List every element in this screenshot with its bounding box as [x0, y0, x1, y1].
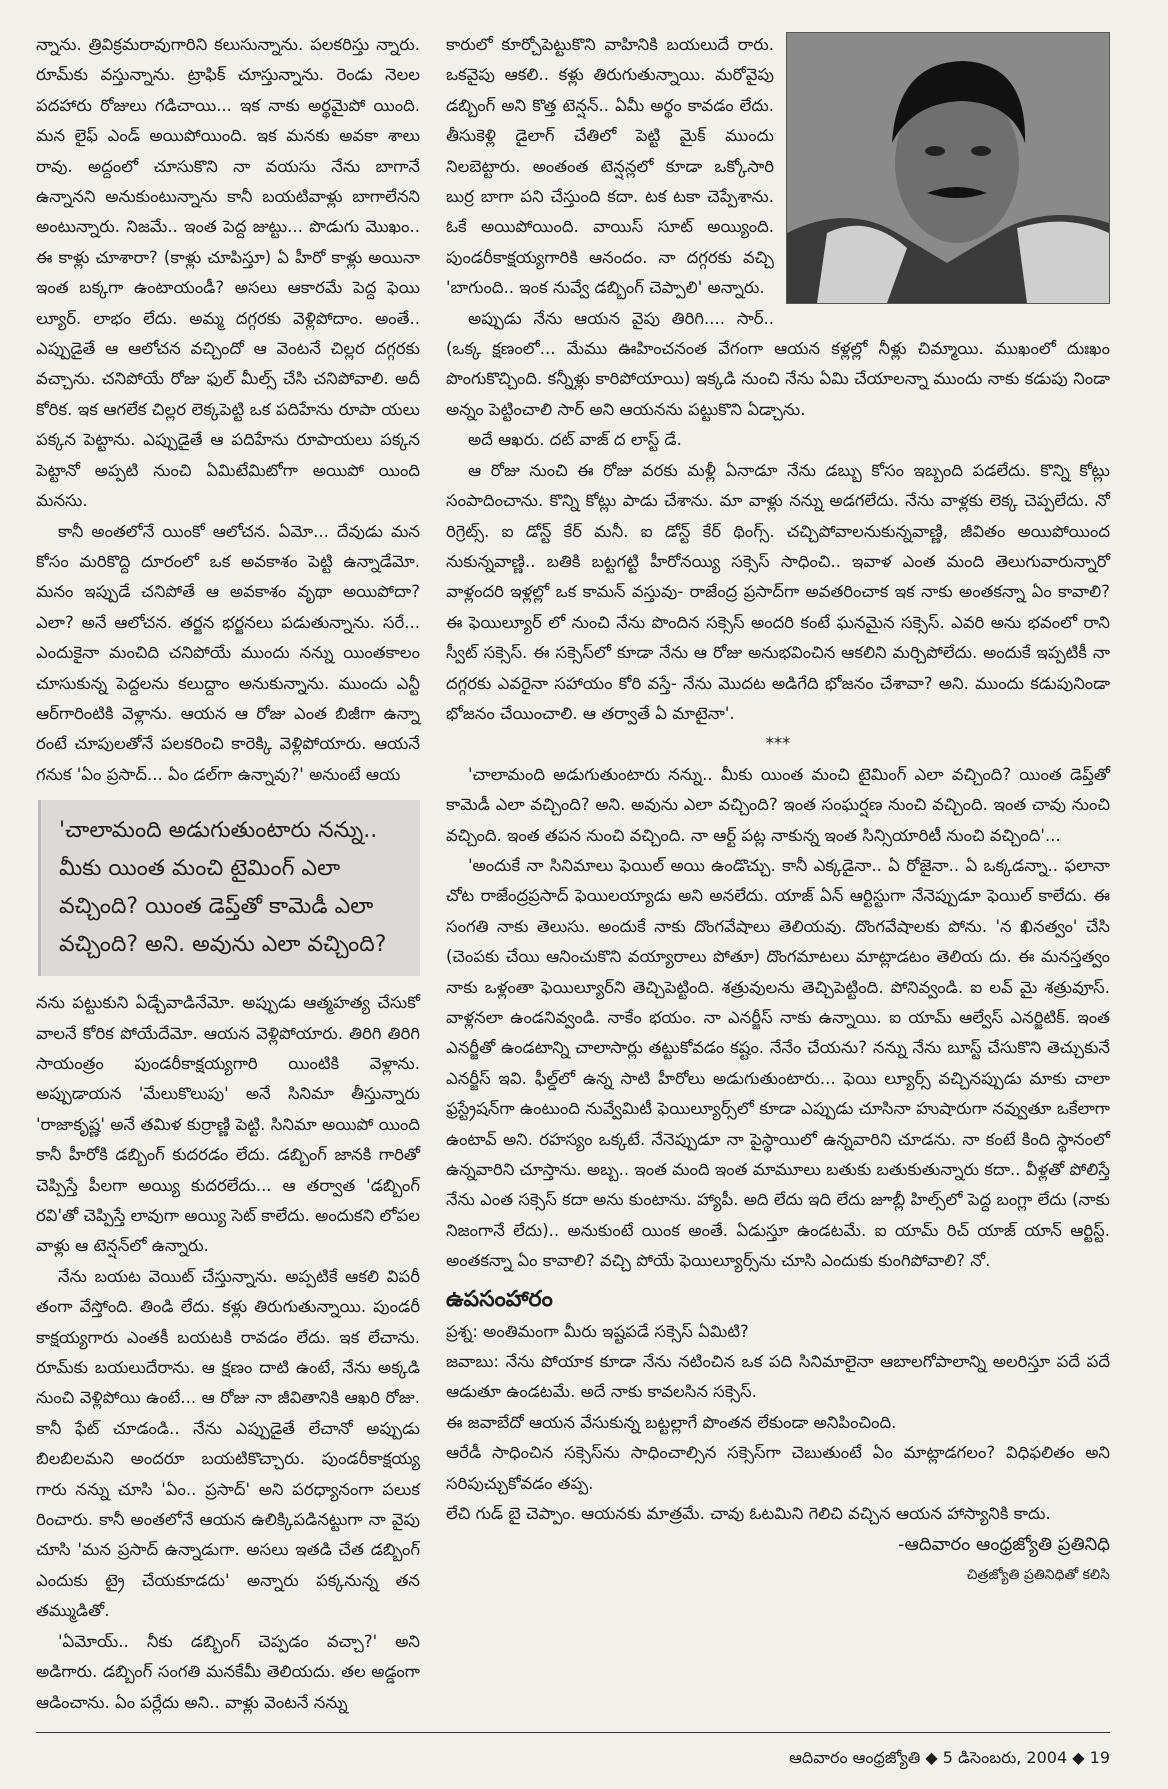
paragraph: అదే ఆఖరు. దట్ వాజ్ ద లాస్ట్ డే.: [468, 430, 682, 450]
paragraph: ఆ రోజు నుంచి ఈ రోజు వరకు మళ్లీ ఏనాడూ నేను డబ్బు కోసం ఇబ్బంది పడలేదు. కొన్ని కోట్లు సంపాదించాను. కొన్ని కోట్లు పాడు చేశాను. మా వాళ్లు నన్ను అడగలేదు. నేను వాళ్లకు లెక్క చెప్పలేదు. నో రిగ్రెట్స్. ఐ డోన్ట్ కేర్ మనీ. ఐ డోన్ట్ కేర్ థింగ్స్. చచ్చిపోవాలనుకున్నవాణ్ణి, జీవితం అయిపోయింద నుకున్నవాణ్ణి.. బతికి బట్టగట్టి హీరోనయ్యి సక్సెస్ సాధించి.. ఇవాళ ఎంత మంది తెలుగువారున్నారో వాళ్లందరి ఇళ్లల్లో ఒక కామన్ వస్తువు- రాజేంద్ర ప్రసాద్‌గా అవతరించాక ఇక నాకు అంతకన్నా ఏం కావాలి? ఈ ఫెయిల్యూర్ లో నుంచి నేను పొందిన సక్సెస్ అందరి కంటే ఘనమైన సక్సెస్. ఎవరి అను భవంలో రాని స్వీట్ సక్సెస్. ఈ సక్సెస్‌లో కూడా నేను ఆ రోజు అనుభవించిన ఆకలిని మర్చిపోలేదు. అందుకే ఇప్పటికీ నా దగ్గరకు ఎవరైనా సహాయం కోరి వస్తే- నేను మొదట అడిగేది భోజనం చేశావా? అని. ముందు కడుపునిండా భోజనం చేయించాలి. ఆ తర్వాతే ఏ మాటైనా'.: [446, 460, 1110, 723]
section-heading: ఉపసంహారం: [446, 1286, 553, 1312]
byline: -ఆదివారం ఆంధ్రజ్యోతి ప్రతినిధి: [898, 1533, 1110, 1555]
issue-date: 5 డిసెంబరు, 2004: [942, 1747, 1068, 1767]
separator-diamond: ◆: [1072, 1747, 1085, 1767]
pull-quote: 'చాలామంది అడుగుతుంటారు నన్ను.. మీకు యింత మంచి టైమింగ్ ఎలా వచ్చింది? యింత డెప్త్‌తో కామెడీ ఎలా వచ్చింది? అని. అవును ఎలా వచ్చింది?: [38, 800, 420, 976]
paragraph: ఈ జవాబేదో ఆయన వేసుకున్న బట్టల్లాగే పొంతన లేకుండా అనిపించింది.: [446, 1412, 897, 1432]
page-footer: [36, 1747, 1110, 1769]
paragraph: అప్పుడు నేను ఆయన వైపు తిరిగి.... సార్.. (ఒక్క క్షణంలో... మేము ఊహించనంత వేగంగా ఆయన కళ్లల్లో నీళ్లు చిమ్మాయి. ముఖంలో దుఃఖం పొంగుకొచ్చింది. కన్నీళ్లు కారిపోయాయి) ఇక్కడి నుంచి నేను ఏమి చేయాలన్నా ముందు నాకు కడుపు నిండా అన్నం పెట్టించాలి సార్ అని ఆయనను పట్టుకొని ఏడ్చాను.: [446, 308, 1110, 419]
question: ప్రశ్న: అంతిమంగా మీరు ఇష్టపడే సక్సెస్ ఏమిటి?: [446, 1321, 749, 1341]
paragraph: నేను బయట వెయిట్ చేస్తున్నాను. అప్పటికే ఆకలి విపరీ తంగా వేస్తోంది. తిండి లేదు. కళ్లు తిరుగుతున్నాయి. పుండరీ కాక్షయ్యగారు ఎంతకీ బయటకి రావడం లేదు. ఇక లేచాను. రూమ్‌కు బయలుదేరాను. ఆ క్షణం దాటి ఉంటే, నేను అక్కడి నుంచి వెళ్లిపోయి ఉంటే... ఆ రోజు నా జీవితానికి ఆఖరి రోజు. కానీ ఫేట్ చూడండి.. నేను ఎప్పుడైతే లేచానో అప్పుడు బిలబిలమని అందరూ బయటికొచ్చారు. పుండరీకాక్షయ్య గారు నన్ను చూసి 'ఏం.. ప్రసాద్' అని పరధ్యానంగా పలుక రించారు. కానీ అంతలోనే ఆయన ఉలిక్కిపడినట్టుగా నా వైపు చూసి 'మన ప్రసాద్ ఉన్నాడుగా. అసలు ఇతడి చేత డబ్బింగ్ ఎందుకు ట్రై చేయకూడదు' అన్నారు పక్కనున్న తన తమ్ముడితో.: [36, 1266, 420, 1621]
paragraph: ఆరేడీ సాధించిన సక్సెస్‌ను సాధించాల్సిన సక్సెస్‌గా చెబుతుంటే ఏం మాట్లాడగలం? విధిఫలితం అని సరిపుచ్చుకోవడం తప్ప.: [446, 1443, 1110, 1493]
paragraph: లేచి గుడ్ బై చెప్పాం. ఆయనకు మాత్రమే. చావు ఓటమిని గెలిచి వచ్చిన ఆయన హాస్యానికి కాదు.: [446, 1504, 1051, 1524]
portrait-image: [787, 33, 1109, 303]
footer-divider: [36, 1732, 1110, 1733]
answer: జవాబు: నేను పోయాక కూడా నేను నటించిన ఒక పది సినిమాలైనా ఆబాలగోపాలాన్ని అలరిస్తూ పదే పదే ఆడుతూ ఉండటమే. అదే నాకు కావలసిన సక్సెస్.: [446, 1352, 1110, 1402]
section-separator: ***: [765, 734, 791, 754]
paragraph: 'అందుకే నా సినిమాలు ఫెయిల్ అయి ఉండొచ్చు. కానీ ఎక్కడైనా.. ఏ రోజైనా.. ఏ ఒక్కడన్నా.. ఫలానా చోట రాజేంద్రప్రసాద్ ఫెయిలయ్యాడు అని అనలేదు. యాజ్ ఏన్ ఆర్టిస్టుగా నేనెప్పుడూ ఫెయిల్ కాలేదు. ఈ సంగతి నాకు తెలుసు. అందుకే నాకు దొంగవేషాలు తెలియవు. దొంగవేషాలకు పోను. 'న ఖినత్వం' చేసి (చెంపకు చేయి ఆనించుకొని వయ్యారాలు పోతూ) దొంగమాటలు మాట్లాడటం తెలియ దు. ఈ మనస్తత్వం నాకు ఒళ్లంతా ఫెయిల్యూర్‌ని తెచ్చిపెట్టింది. శత్రువులను తెచ్చిపెట్టింది. పోనివ్వండి. ఐ లవ్ మై శత్రువూస్. వాళ్లనలా ఉండనివ్వండి. నాకేం భయం. నా ఎనర్జీస్ నాకు ఉన్నాయి. ఐ యామ్ ఆల్వేస్ ఎనర్జిటిక్. ఇంత ఎనర్జీతో ఉండటాన్ని చాలాసార్లు తట్టుకోవడం కష్టం. నేనేం చేయను? నన్ను నేను బూస్ట్ చేసుకొని తెచ్చుకునే ఎనర్జీస్ ఇవి. ఫీల్డ్‌లో ఉన్న సాటి హీరోలు అడుగుతుంటారు... ఫెయి ల్యూర్స్ వచ్చినప్పుడు మాకు చాలా ఫ్రస్ట్రేషన్‌గా ఉంటుంది నువ్వేమిటీ ఫెయిల్యూర్స్‌లో కూడా ఎప్పుడు చూసినా హుషారుగా నవ్వుతూ ఒకేలాగా ఉంటావ్ అని. రహస్యం ఒక్కటే. నేనెప్పుడూ నా పైస్థాయిలో ఉన్నవారిని చూడను. నా కంటే కింది స్థానంలో ఉన్నవారిని చూస్తాను. అబ్బ.. ఇంత మంది ఇంత మామూలు బతుకు బతుకుతున్నారు కదా.. వీళ్లతో పోలిస్తే నేను ఎంత సక్సెస్ కదా అను కుంటాను. హ్యాపీ. అది లేదు ఇది లేదు జూబ్లీ హిల్స్‌లో పెద్ద బంగ్లా లేదు (నాకు నిజంగానే లేదు).. అనుకుంటే యింక అంతే. ఏడుస్తూ ఉండటమే. ఐ యామ్ రిచ్ యాజ్ యాన్ ఆర్టిస్ట్. అంతకన్నా ఏం కావాలి? వచ్చి పోయే ఫెయిల్యూర్స్‌ను చూసి ఎందుకు కుంగిపోవాలి? నో.: [446, 855, 1110, 1271]
paragraph: న్నాను. త్రివిక్రమరావుగారిని కలుసున్నాను. పలకరిస్తు న్నారు. రూమ్‌కు వస్తున్నాను. ట్రాఫిక్ చూస్తున్నాను. రెండు నెలల పదహారు రోజులు గడిచాయి... ఇక నాకు అర్థమైపో యింది. మన లైఫ్ ఎండ్ అయిపోయింది. ఇక మనకు అవకా శాలు రావు. అద్దంలో చూసుకొని నా వయసు నేను బాగానే ఉన్నానని అనుకుంటున్నాను కానీ బయటివాళ్లు బాగాలేనని అంటున్నారు. నిజమే.. ఇంత పెద్ద జుట్టు... పొడుగు మొఖం.. ఈ కాళ్లు చూశారా? (కాళ్లు చూపిస్తూ) ఏ హీరో కాళ్లు అయినా ఇంత బక్కగా ఉంటాయండీ? అసలు ఆకారమే పెద్ద ఫెయి ల్యూర్. లాభం లేదు. అమ్మ దగ్గరకు వెళ్లిపోదాం. అంతే.. ఎప్పుడైతే ఆ ఆలోచన వచ్చిందో ఆ వెంటనే చిల్లర దగ్గరకు వచ్చాను. చనిపోయే రోజు ఫుల్ మీల్స్ చేసి చనిపోవాలి. అదీ కోరిక. ఇక ఆగలేక చిల్లర లెక్కపెట్టి ఒక పదిహేను రూపా యలు పక్కన పెట్టాను. ఎప్పుడైతే ఆ పదిహేను రూపాయలు పక్కన పెట్టానో అప్పటి నుంచి ఏమిటేమిటోగా అయిపో యింది మనసు.: [36, 35, 420, 511]
article-columns: [36, 30, 1110, 1718]
paragraph: నను పట్టుకుని ఏడ్చేవాడినేమో. అప్పుడు ఆత్మహత్య చేసుకో వాలనే కోరిక పోయేదేమో. ఆయన వెళ్లిపోయారు. తిరిగి తిరిగి సాయంత్రం పుండరీకాక్షయ్యగారి యింటికి వెళ్లాను. అప్పుడాయన 'మేలుకొలుపు' అనే సినిమా తీస్తున్నారు 'రాజాకృష్ణ' అనే తమిళ కుర్రాణ్ణి పెట్టి. సినిమా అయిపో యింది కానీ హీరోకి డబ్బింగ్ కుదరడం లేదు. డబ్బింగ్ జానకి గారితో చెప్పిస్తే పీలగా అయ్యి కుదరలేదు... ఆ తర్వాత 'డబ్బింగ్ రవి'తో చెప్పిస్తే లావుగా అయ్యి సెట్ కాలేదు. అందుకని లోపల వాళ్లు ఆ టెన్షన్‌లో ఉన్నారు.: [36, 993, 420, 1256]
paragraph: 'ఏమోయ్.. నీకు డబ్బింగ్ చెప్పడం వచ్చా?' అని అడిగారు. డబ్బింగ్ సంగతి మనకేమీ తెలియదు. తల అడ్డంగా ఆడించాను. ఏం పర్లేదు అని.. వాళ్లు వెంటనే నన్ను: [36, 1631, 420, 1712]
paragraph: కానీ అంతలోనే యింకో ఆలోచన. ఏమో... దేవుడు మన కోసం మరికొద్ది దూరంలో ఒక అవకాశం పెట్టి ఉన్నాడేమో. మనం ఇప్పుడే చనిపోతే ఆ అవకాశం వృథా అయిపోదా? ఎలా? అనే ఆలోచన. తర్జన భర్జనలు పడుతున్నాను. సరే... ఎందుకైనా మంచిది చనిపోయే ముందు నన్ను యింతకాలం చూసుకున్న పెద్దలను కలుద్దాం అనుకున్నాను. ముందు ఎన్టీ ఆర్‌గారింటికి వెళ్లాను. ఆయన ఆ రోజు ఎంత బిజీగా ఉన్నా రంటే చూపులతోనే పలకరించి కారెక్కి వెళ్లిపోయారు. ఆయనే గనుక 'ఏం ప్రసాద్... ఏం డల్‌గా ఉన్నావు?' అనుంటే ఆయ: [36, 521, 420, 784]
byline-sub: చిత్రజ్యోతి ప్రతినిధితో కలిసి: [966, 1566, 1110, 1583]
publication-name: ఆదివారం ఆంధ్రజ్యోతి: [789, 1747, 921, 1767]
right-column: [446, 30, 1110, 1590]
left-column: [36, 30, 420, 1718]
paragraph: కారులో కూర్చోపెట్టుకొని వాహినికి బయలుదే రారు. ఒకవైపు ఆకలి.. కళ్లు తిరుగుతున్నాయి. మరోవైపు డబ్బింగ్ అని కొత్త టెన్షన్.. ఏమీ అర్థం కావడం లేదు. తీసుకెళ్లి డైలాగ్ చేతిలో పెట్టి మైక్ ముందు నిలబెట్టారు. అంతంత టెన్షన్లలో కూడా ఒక్కోసారి బుర్ర బాగా పని చేస్తుంది కదా. టక టకా చెప్పేశాను. ఓకే అయిపోయింది. వాయిస్ సూట్ అయ్యింది. పుండరీకాక్షయ్యగారికి ఆనందం. నా దగ్గరకు వచ్చి 'బాగుంది.. ఇంక నువ్వే డబ్బింగ్ చెప్పాలి' అన్నారు.: [446, 35, 774, 298]
separator-diamond: ◆: [925, 1747, 938, 1767]
paragraph: 'చాలామంది అడుగుతుంటారు నన్ను.. మీకు యింత మంచి టైమింగ్ ఎలా వచ్చింది? యింత డెప్త్‌తో కామెడీ ఎలా వచ్చింది? అని. అవును ఎలా వచ్చింది? ఇంత సంఘర్షణ నుంచి వచ్చింది. ఇంత చావు నుంచి వచ్చింది. ఇంత తపన నుంచి వచ్చింది. నా ఆర్ట్ పట్ల నాకున్న ఇంత సిన్సియారిటీ నుంచి వచ్చింది'...: [446, 764, 1110, 845]
page-number: 19: [1089, 1747, 1110, 1767]
actor-photo: [786, 32, 1110, 304]
